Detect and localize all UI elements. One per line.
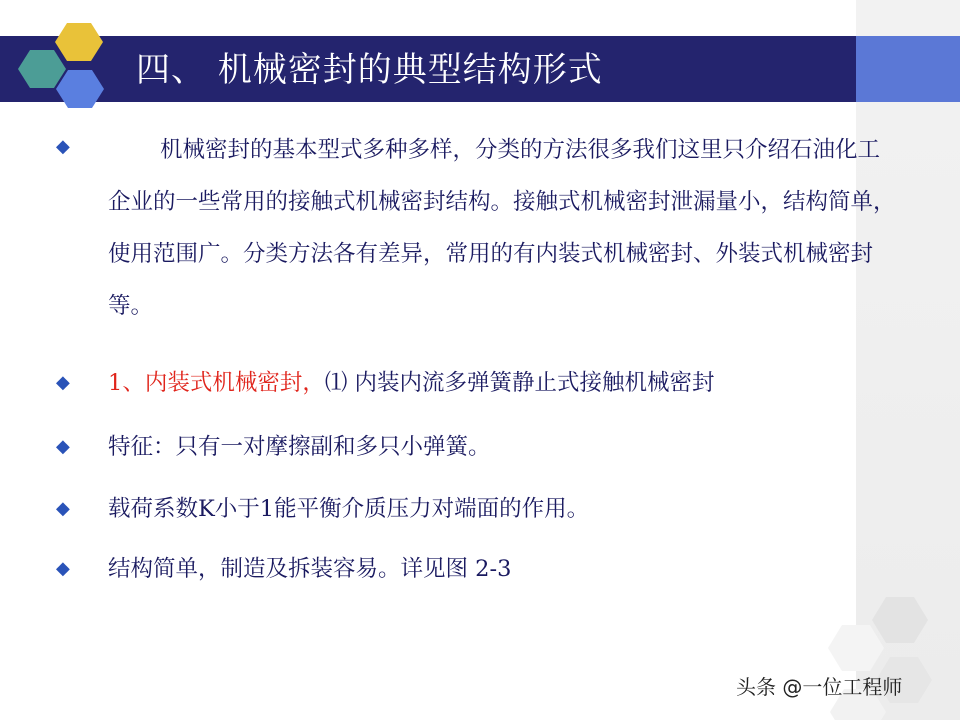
watermark-text: 头条 @一位工程师 [736, 675, 903, 699]
slide-title: 四、 机械密封的典型结构形式 [136, 50, 603, 90]
diamond-icon: ◆ [56, 136, 70, 157]
bullet-item-1 [108, 363, 714, 403]
intro-paragraph-text: 机械密封的基本型式多种多样，分类的方法很多我们这里只介绍石油化工企业的一些常用的接触式机械密封结构。接触式机械密封泄漏量小，结构简单，使用范围广。分类方法各有差异，常用的有内装式机械密封、外装式机械密封等。 [108, 137, 896, 319]
bullet-item-2: 特征：只有一对摩擦副和多只小弹簧。 [108, 434, 491, 460]
diamond-icon: ◆ [56, 372, 70, 393]
title-bar-extension [856, 36, 960, 102]
bullet-item-1-text: ⑴ 内装内流多弹簧静止式接触机械密封 [324, 370, 715, 396]
bullet-item-4: 结构简单，制造及拆装容易。详见图 2-3 [108, 556, 512, 582]
diamond-icon: ◆ [56, 498, 70, 519]
intro-paragraph [108, 124, 898, 332]
bullet-item-3: 载荷系数K小于1能平衡介质压力对端面的作用。 [108, 496, 590, 522]
diamond-icon: ◆ [56, 436, 70, 457]
diamond-icon: ◆ [56, 558, 70, 579]
highlight-label: 1、内装式机械密封， [108, 370, 325, 396]
